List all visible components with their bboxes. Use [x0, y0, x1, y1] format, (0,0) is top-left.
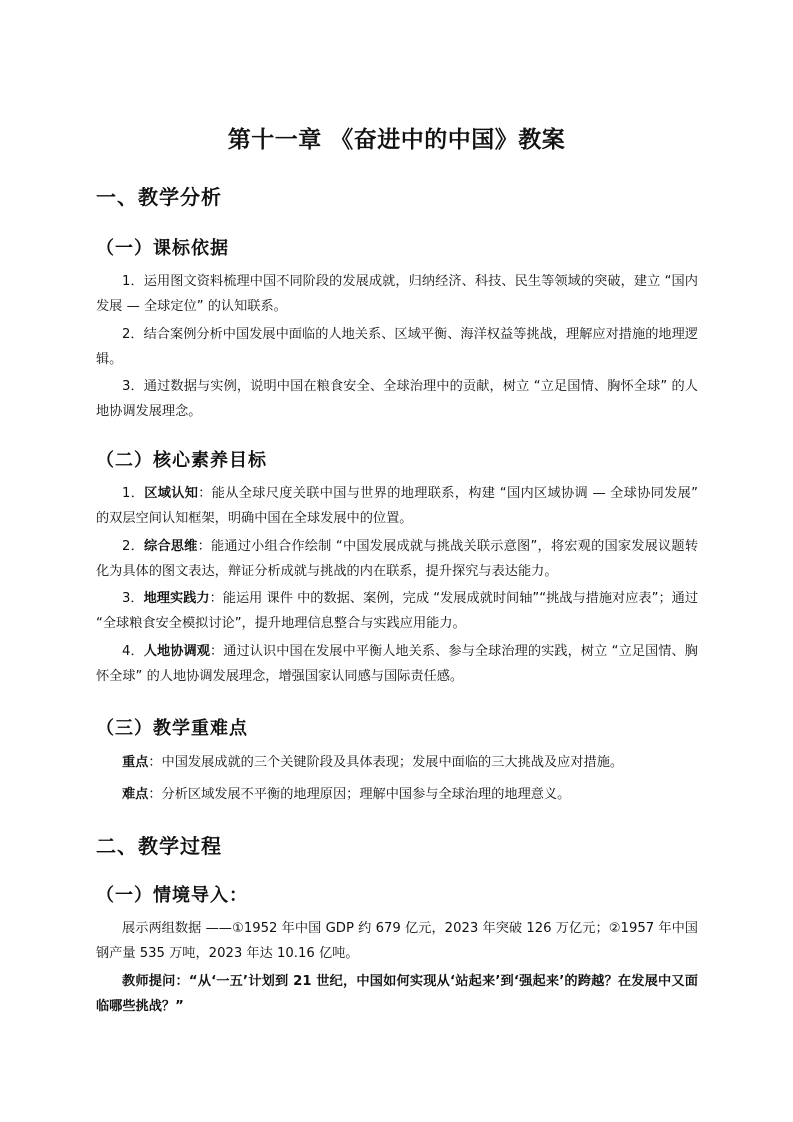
subsection-heading-curriculum-basis: （一）课标依据 — [96, 238, 229, 259]
literacy-item-4 — [96, 639, 698, 689]
literacy-item-text: ：通过认识中国在发展中平衡人地关系、参与全球治理的实践，树立 “立足国情、胸怀全球” 的人地协调发展理念，增强国家认同感与国际责任感。 — [96, 644, 698, 684]
intro-data-paragraph: 展示两组数据 ——①1952 年中国 GDP 约 679 亿元，2023 年突破 126 万亿元；②1957 年中国钢产量 535 万吨，2023 年达 10.16 亿吨。 — [96, 921, 698, 961]
literacy-item-prefix: 3． — [122, 591, 144, 606]
literacy-item-label: 综合思维 — [144, 539, 198, 554]
difficult-point-label: 难点 — [122, 787, 149, 802]
subsection-heading-key-difficult-points: （三）教学重难点 — [96, 718, 248, 739]
literacy-item-3 — [96, 586, 698, 636]
literacy-item-label: 地理实践力 — [143, 591, 210, 606]
subsection-heading-scenario-intro: （一）情境导入： — [96, 885, 248, 906]
teacher-question-paragraph — [96, 969, 698, 1019]
section-heading-teaching-process: 二、教学过程 — [96, 834, 222, 858]
key-point-text: ：中国发展成就的三个关键阶段及具体表现；发展中面临的三大挑战及应对措施。 — [148, 755, 624, 770]
document-title: 第十一章 《奋进中的中国》教案 — [227, 127, 566, 153]
literacy-item-prefix: 1． — [122, 486, 145, 501]
curriculum-item-3: 3．通过数据与实例，说明中国在粮食安全、全球治理中的贡献，树立 “立足国情、胸怀全球” 的人地协调发展理念。 — [96, 379, 698, 419]
literacy-item-text: ：能从全球尺度关联中国与世界的地理联系，构建 “国内区域协调 — 全球协同发展” 的双层空间认知框架，明确中国在全球发展中的位置。 — [96, 486, 699, 526]
curriculum-item-2: 2．结合案例分析中国发展中面临的人地关系、区域平衡、海洋权益等挑战，理解应对措施的地理逻辑。 — [96, 327, 698, 367]
literacy-item-text: ：能通过小组合作绘制 “中国发展成就与挑战关联示意图”，将宏观的国家发展议题转化为具体的图文表达，辩证分析成就与挑战的内在联系，提升探究与表达能力。 — [96, 539, 699, 579]
subsection-heading-core-literacy: （二）核心素养目标 — [96, 450, 267, 471]
curriculum-item-1: 1．运用图文资料梳理中国不同阶段的发展成就，归纳经济、科技、民生等领域的突破，建立 “国内发展 — 全球定位” 的认知联系。 — [96, 274, 698, 314]
key-point-label: 重点 — [122, 755, 149, 770]
difficult-point-text: ：分析区域发展不平衡的地理原因；理解中国参与全球治理的地理意义。 — [148, 787, 571, 802]
literacy-item-1 — [96, 481, 698, 531]
literacy-item-label: 区域认知 — [144, 486, 199, 501]
key-point — [96, 750, 698, 775]
literacy-item-label: 人地协调观 — [143, 644, 210, 659]
literacy-item-prefix: 4． — [122, 644, 144, 659]
section-heading-teaching-analysis: 一、教学分析 — [96, 185, 222, 209]
teacher-question-text: “从‘一五’计划到 21 世纪，中国如何实现从‘站起来’到‘强起来’的跨越？在发展中又面临哪些挑战？” — [96, 974, 698, 1014]
teacher-question-label: 教师提问： — [122, 974, 189, 989]
difficult-point — [96, 782, 698, 807]
literacy-item-prefix: 2． — [122, 539, 144, 554]
literacy-item-2 — [96, 534, 698, 584]
literacy-item-text: ：能运用 课件 中的数据、案例，完成 “发展成就时间轴”“挑战与措施对应表”；通过 “全球粮食安全模拟讨论”，提升地理信息整合与实践应用能力。 — [96, 591, 699, 631]
